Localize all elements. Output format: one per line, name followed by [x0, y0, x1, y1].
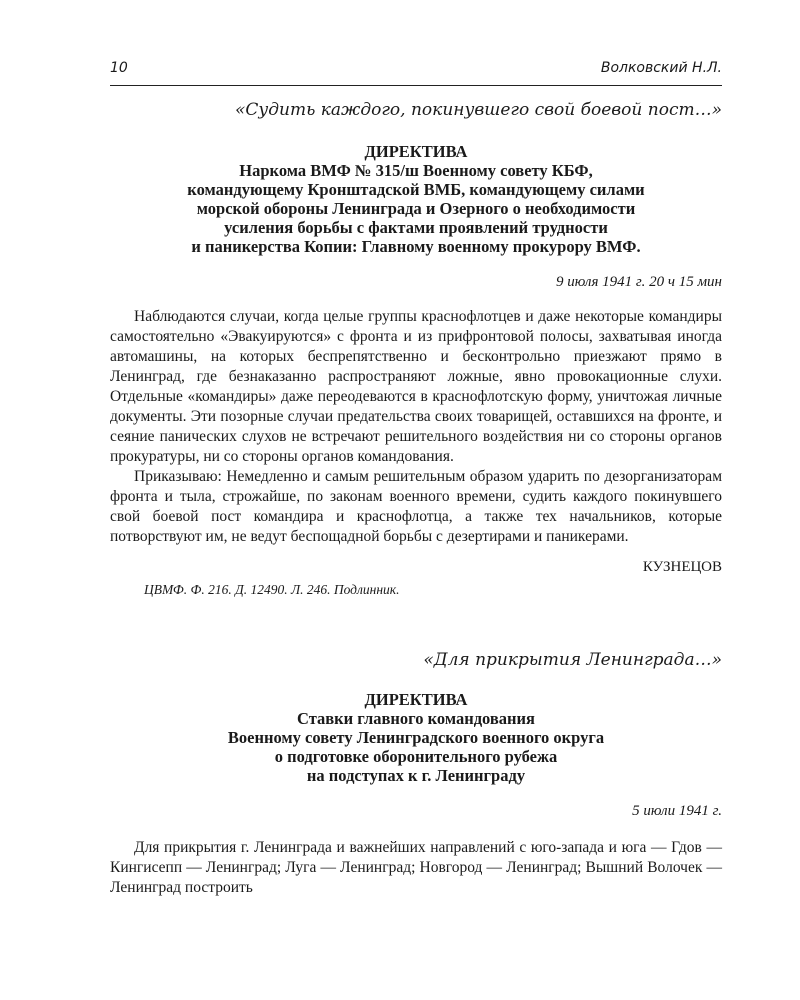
doc2-title: ДИРЕКТИВА — [364, 690, 468, 709]
doc2-subtitle-line: на подступах к г. Ленинграду — [306, 766, 526, 785]
doc2-epigraph: «Для прикрытия Ленинграда…» — [423, 650, 722, 670]
doc1-title: ДИРЕКТИВА — [364, 142, 468, 161]
doc1-subtitle-line: и паникерства Копии: Главному военному прокурору ВМФ. — [191, 237, 641, 256]
doc2-date: 5 июли 1941 г. — [632, 803, 722, 819]
doc1-subtitle-line: усиления борьбы с фактами проявлений трудности — [224, 218, 608, 237]
doc2-subtitle-line: о подготовке оборонительного рубежа — [274, 747, 558, 766]
doc1-signature: КУЗНЕЦОВ — [642, 559, 722, 575]
document-page — [110, 60, 722, 898]
doc2-body — [110, 838, 722, 898]
doc1-epigraph: «Судить каждого, покинувшего свой боевой пост…» — [234, 100, 722, 120]
doc1-subtitle-line: Наркома ВМФ № 315/ш Военному совету КБФ, — [239, 161, 593, 180]
doc1-title-block — [110, 142, 722, 256]
page-number: 10 — [110, 60, 128, 76]
doc1-paragraph: Приказываю: Немедленно и самым решительным образом ударить по дезорганизаторам фронта и тыла, строжайше, по законам военного времени, судить каждого покинувшего свой боевой пост командира и краснофлотца, а также тех начальников, которые потворствуют им, не ведут беспощадной борьбы с дезертирами и паникерами. — [110, 468, 722, 545]
doc2-paragraph: Для прикрытия г. Ленинграда и важнейших направлений с юго-запада и юга — Гдов — Кингисепп — Ленинград; Луга — Ленинград; Новгород — Ленинград; Вышний Волочек — Ленинград построить — [110, 839, 722, 896]
doc1-date: 9 июля 1941 г. 20 ч 15 мин — [555, 274, 722, 290]
running-header — [110, 60, 722, 86]
running-author: Волковский Н.Л. — [600, 60, 722, 76]
doc2-subtitle-line: Военному совету Ленинградского военного округа — [227, 728, 605, 747]
doc1-subtitle-line: командующему Кронштадской ВМБ, командующему силами — [187, 180, 645, 199]
doc2-title-block — [110, 690, 722, 785]
doc1-source: ЦВМФ. Ф. 216. Д. 12490. Л. 246. Подлинник. — [144, 582, 400, 597]
doc2-subtitle-line: Ставки главного командования — [297, 709, 535, 728]
doc1-subtitle-line: морской обороны Ленинграда и Озерного о необходимости — [196, 199, 636, 218]
doc1-body — [110, 307, 722, 547]
doc1-paragraph: Наблюдаются случаи, когда целые группы краснофлотцев и даже некоторые командиры самостоятельно «Эвакуируются» с фронта и из прифронтовой полосы, захватывая иногда автомашины, на которых беспрепятственно и бесконтрольно приезжают прямо в Ленинград, где безнаказанно распространяют ложные, явно провокационные слухи. Отдельные «командиры» даже переодеваются в краснофлотскую форму, уничтожая личные документы. Эти позорные случаи предательства своих товарищей, оставшихся на фронте, и сеяние панических слухов не встречают решительного воздействия ни со стороны органов прокуратуры, ни со стороны органов командования. — [110, 308, 722, 465]
